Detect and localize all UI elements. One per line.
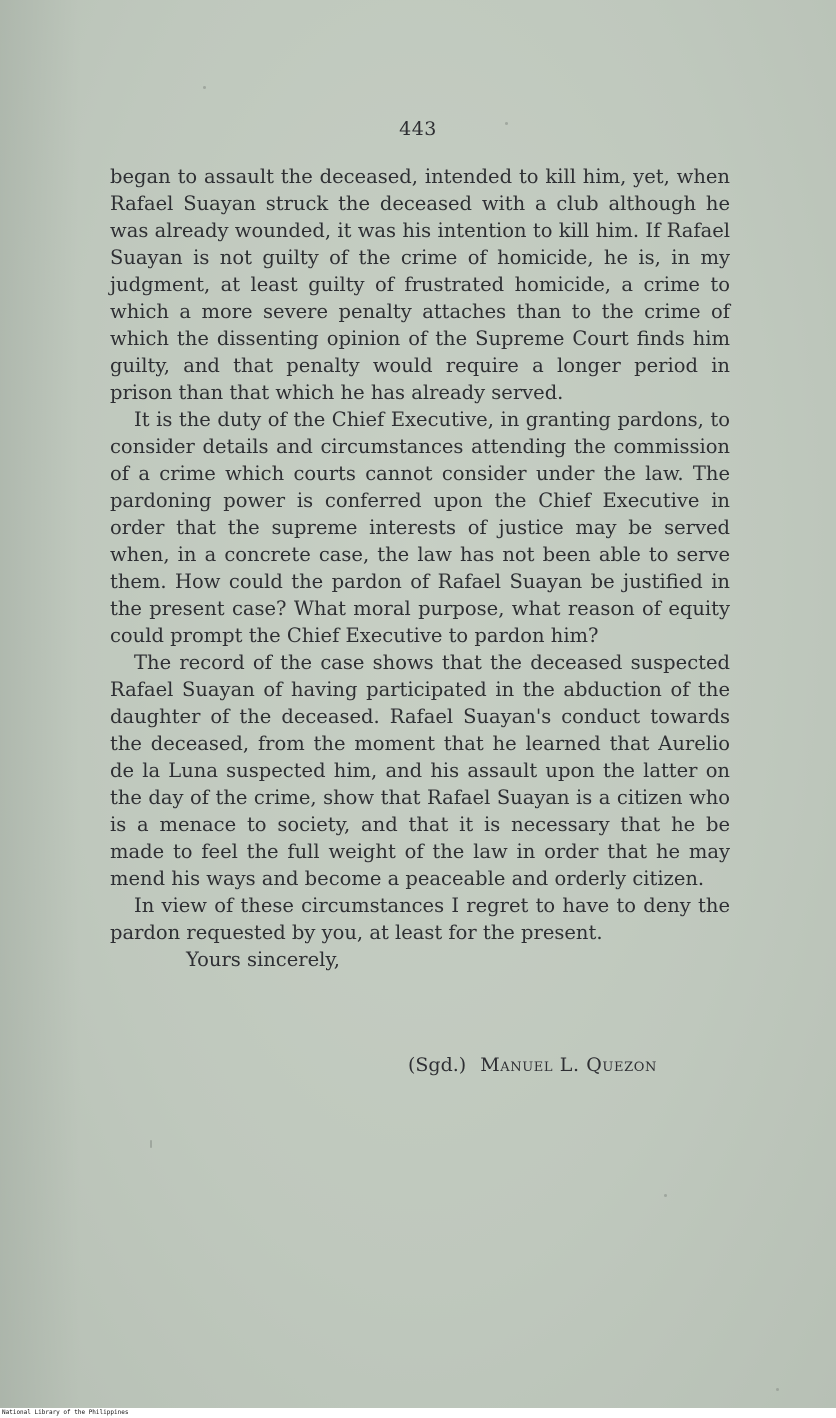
- signature-prefix: (Sgd.): [408, 1054, 467, 1076]
- paragraph-continuation: began to assault the deceased, intended to kill him, yet, when Rafael Suayan struck the deceased with a club although he was already wounded, it was his intention to kill him. If Rafael Suayan is not guilty of the crime of homicide, he is, in my judgment, at least guilty of frustrated homicide, a crime to which a more severe penalty attaches than to the crime of which the dissenting opinion of the Supreme Court finds him guilty, and that penalty would require a longer period in prison than that which he has already served.: [110, 165, 730, 404]
- page-edge-shadow: [0, 0, 80, 1408]
- paper-speck: [664, 1194, 667, 1197]
- paragraph-duty-of-chief-executive: It is the duty of the Chief Executive, in granting pardons, to consider details and circumstances attending the commission of a crime which courts cannot consider under the law. The pardoning power is conferred upon the Chief Executive in order that the supreme interests of justice may be served when, in a concrete case, the law has not been able to serve them. How could the pardon of Rafael Suayan be justified in the present case? What moral purpose, what reason of equity could prompt the Chief Executive to pardon him?: [110, 408, 730, 647]
- paper-speck: [776, 1388, 779, 1391]
- letter-body: [110, 163, 730, 973]
- paragraph-denial: In view of these circumstances I regret to have to deny the pardon requested by you, at least for the present.: [110, 894, 730, 944]
- library-credit: National Library of the Philippines: [0, 1408, 836, 1418]
- signature-line: [408, 1054, 657, 1076]
- signature-name: Manuel L. Quezon: [480, 1054, 657, 1076]
- paper-speck: [505, 122, 508, 125]
- paper-speck: [150, 1140, 152, 1148]
- paragraph-record-of-case: The record of the case shows that the deceased suspected Rafael Suayan of having participated in the abduction of the daughter of the deceased. Rafael Suayan's conduct towards the deceased, from the moment that he learned that Aurelio de la Luna suspected him, and his assault upon the latter on the day of the crime, show that Rafael Suayan is a citizen who is a menace to society, and that it is necessary that he be made to feel the full weight of the law in order that he may mend his ways and become a peaceable and orderly citizen.: [110, 651, 730, 890]
- closing-salutation: Yours sincerely,: [186, 948, 340, 971]
- page-number: 443: [399, 118, 437, 140]
- paper-speck: [203, 86, 206, 89]
